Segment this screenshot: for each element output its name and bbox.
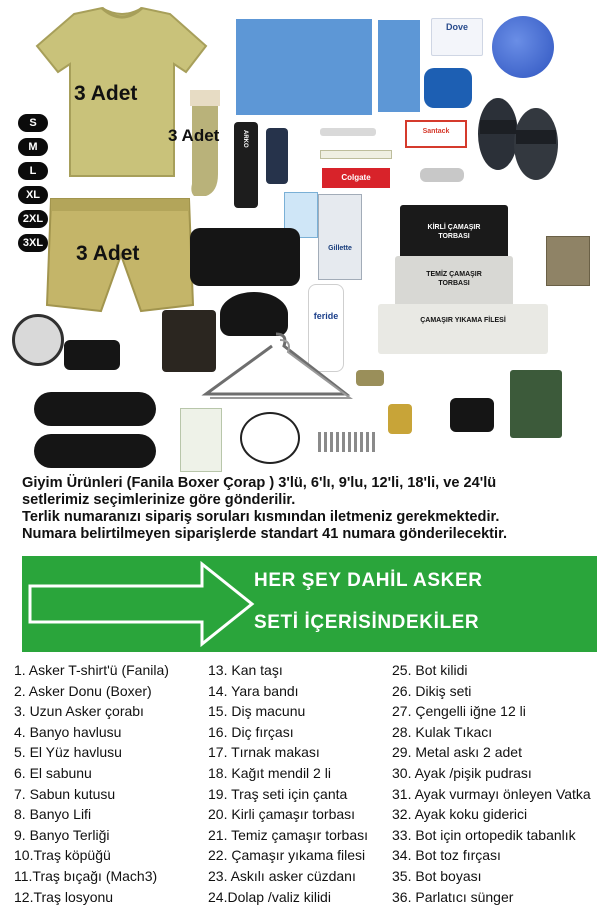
list-item: 16. Diç fırçası	[208, 723, 294, 740]
size-badge: 2XL	[18, 210, 48, 228]
boot-brush-image	[64, 340, 120, 370]
dirty-laundry-bag-label: KİRLİ ÇAMAŞIR TORBASI	[427, 224, 481, 240]
aftershave-image	[266, 128, 288, 184]
sewing-kit-image	[510, 370, 562, 438]
padlock-image	[450, 398, 494, 432]
hand-towel-image	[378, 20, 420, 112]
toothpaste-image	[322, 168, 390, 188]
foot-odor-remover-image	[180, 408, 222, 472]
boot-lock-image	[356, 370, 384, 386]
clean-laundry-bag-label: TEMİZ ÇAMAŞIR TORBASI	[426, 271, 482, 287]
contents-banner	[22, 556, 597, 652]
list-item: 23. Askılı asker cüzdanı	[208, 867, 356, 884]
dirty-laundry-bag-image	[400, 205, 508, 263]
list-item: 13. Kan taşı	[208, 662, 283, 678]
size-badge: L	[18, 162, 48, 180]
list-item: 22. Çamaşır yıkama filesi	[208, 847, 366, 864]
item-list-col2	[208, 660, 368, 907]
wash-net-label: ÇAMAŞIR YIKAMA FİLESİ	[420, 317, 506, 324]
banner-title-line2: SETİ İÇERİSİNDEKİLER	[254, 612, 480, 633]
list-item: 14. Yara bandı	[208, 682, 299, 699]
list-item: 36. Parlatıcı sünger	[392, 888, 514, 905]
soap-box-image	[431, 18, 483, 56]
list-item: 20. Kirli çamaşır torbası	[208, 806, 356, 823]
shirt-qty-label: 3 Adet	[74, 82, 138, 105]
banner-title-line1: HER ŞEY DAHİL ASKER	[254, 570, 483, 591]
arko-brand: ARKO	[242, 130, 248, 148]
list-item: 30. Ayak /pişik pudrası	[392, 764, 532, 781]
socks-qty-label: 3 Adet	[168, 126, 220, 145]
bath-towel-image	[236, 19, 372, 115]
list-item: 28. Kulak Tıkacı	[392, 723, 493, 740]
list-item: 27. Çengelli iğne 12 li	[392, 703, 526, 720]
list-item: 3. Uzun Asker çorabı	[14, 703, 144, 720]
list-item: 2. Asker Donu (Boxer)	[14, 682, 152, 699]
list-item: 12.Traş losyonu	[14, 888, 114, 905]
size-badge: S	[18, 114, 48, 132]
list-item: 34. Bot toz fırçası	[392, 847, 501, 864]
bath-sponge-image	[492, 16, 554, 78]
earplugs-image	[240, 412, 300, 464]
list-item: 1. Asker T-shirt'ü (Fanila)	[14, 662, 169, 678]
colgate-brand: Colgate	[341, 173, 371, 182]
list-item: 8. Banyo Lifi	[14, 806, 92, 823]
list-item: 7. Sabun kutusu	[14, 785, 116, 802]
metal-hangers-image	[196, 330, 356, 400]
list-item: 6. El sabunu	[14, 764, 92, 781]
list-item: 11.Traş bıçağı (Mach3)	[14, 867, 158, 884]
razor-pack-image	[318, 194, 362, 280]
list-item: 33. Bot için ortopedik tabanlık	[392, 826, 576, 843]
list-item: 4. Banyo havlusu	[14, 723, 122, 740]
bandage-box-image	[405, 120, 467, 148]
wash-net-image	[378, 304, 548, 354]
insole-image	[34, 434, 156, 468]
shaving-kit-bag-image	[190, 228, 300, 286]
list-item: 18. Kağıt mendil 2 li	[208, 764, 331, 781]
size-badge: M	[18, 138, 48, 156]
styptic-pencil-image	[320, 128, 376, 136]
safety-pins-image	[318, 432, 376, 452]
list-item: 25. Bot kilidi	[392, 662, 468, 678]
shoe-polish-tin-image	[12, 314, 64, 366]
list-item: 32. Ayak koku giderici	[392, 806, 528, 823]
dove-brand: Dove	[445, 22, 468, 32]
gillette-brand: Gillette	[328, 245, 352, 252]
santack-brand: Santack	[422, 128, 450, 135]
insole-image	[34, 392, 156, 426]
list-item: 10.Traş köpüğü	[14, 847, 111, 864]
list-item: 29. Metal askı 2 adet	[392, 744, 522, 761]
info-line: Numara belirtilmeyen siparişlerde standart 41 numara gönderilecektir.	[22, 526, 508, 542]
soap-case-image	[424, 68, 472, 108]
item-list-col1	[14, 660, 169, 907]
size-badge: XL	[18, 186, 48, 204]
info-line: Terlik numaranızı sipariş soruları kısmından iletmeniz gerekmektedir.	[22, 509, 500, 525]
list-item: 31. Ayak vurmayı önleyen Vatka	[392, 785, 591, 802]
info-text	[22, 475, 612, 543]
slippers-image	[472, 94, 564, 182]
list-item: 9. Banyo Terliği	[14, 826, 110, 843]
list-item: 17. Tırnak makası	[208, 744, 320, 761]
item-list-col3	[392, 660, 591, 907]
arrow-icon	[22, 556, 262, 652]
list-item: 21. Temiz çamaşır torbası	[208, 826, 369, 843]
list-item: 35. Bot boyası	[392, 867, 482, 884]
list-item: 24.Dolap /valiz kilidi	[208, 888, 331, 905]
info-line: setlerimiz seçimlerinize göre gönderilir.	[22, 492, 296, 508]
toothbrush-image	[320, 150, 392, 159]
nail-clipper-image	[420, 168, 464, 182]
feride-brand: feride	[313, 311, 339, 321]
list-item: 19. Traş seti için çanta	[208, 785, 348, 802]
shaving-foam-image	[234, 122, 258, 208]
boxer-qty-label: 3 Adet	[76, 242, 140, 265]
size-badge: 3XL	[18, 234, 48, 252]
info-line: Giyim Ürünleri (Fanila Boxer Çorap ) 3'lü, 6'lı, 9'lu, 12'li, 18'li, ve 24'lü	[22, 475, 497, 491]
list-item: 26. Dikiş seti	[392, 682, 472, 699]
list-item: 15. Diş macunu	[208, 703, 306, 720]
neck-wallet-image	[546, 236, 590, 286]
small-padlock-image	[388, 404, 412, 434]
list-item: 5. El Yüz havlusu	[14, 744, 122, 761]
